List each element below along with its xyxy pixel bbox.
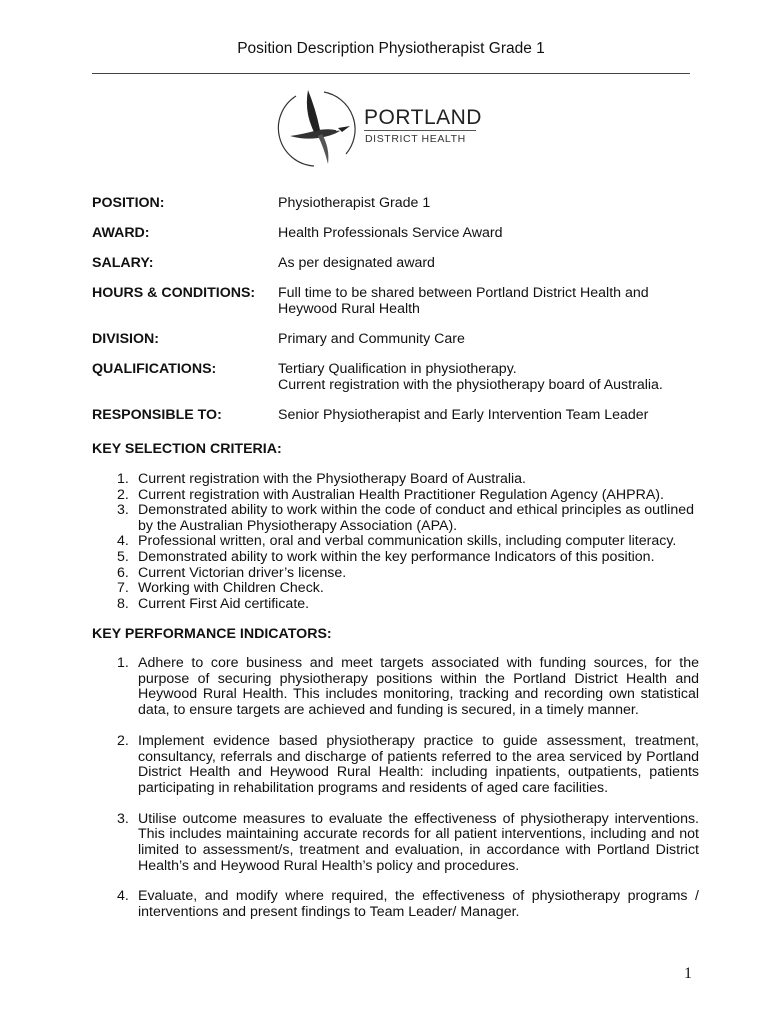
list-item-number: 6. [117,564,129,581]
list-item [92,566,702,582]
list-item [92,812,699,875]
list-item-text: Demonstrated ability to work within the code of conduct and ethical principles as outlined by the Australian Physiotherapy Association (APA). [138,502,694,534]
list-item-text: Adhere to core business and meet targets associated with funding sources, for the purpose of securing physiotherapy positions within the Portland District Health and Heywood Rural Health. This includes monitoring, tracking and recording own statistical data, to ensure targets are achieved and funding is secured, in a timely manner. [138,655,699,719]
list-item [92,581,702,597]
list-item [92,889,699,920]
field-value-line: Full time to be shared between Portland District Health and [278,285,649,301]
field-value-line: As per designated award [278,255,435,271]
page-title: Position Description Physiotherapist Grade 1 [237,40,545,57]
list-item [92,597,702,613]
logo-name-primary: PORTLAND [364,106,482,129]
field-row-division [92,331,692,347]
list-item-text: Evaluate, and modify where required, the effectiveness of physiotherapy programs / interventions and present findings to Team Leader/ Manager. [138,888,699,921]
field-value-line: Primary and Community Care [278,331,465,347]
key-performance-indicators-heading: KEY PERFORMANCE INDICATORS: [92,626,332,642]
field-value [278,225,692,241]
field-value-line: Physiotherapist Grade 1 [278,195,431,211]
field-row-position [92,195,692,211]
field-label: DIVISION: [92,331,160,347]
field-row-hours-conditions [92,285,692,317]
field-label: AWARD: [92,225,150,241]
list-item-number: 1. [117,471,129,487]
list-item-text: Working with Children Check. [138,580,324,597]
list-item-number: 7. [117,580,129,597]
list-item [92,472,702,488]
key-selection-criteria-list [92,472,702,612]
list-item-number: 8. [117,595,129,612]
list-item-text: Current registration with the Physiotherapy Board of Australia. [138,471,526,487]
list-item-number: 3. [117,502,129,519]
list-item [92,656,699,719]
list-item-text: Implement evidence based physiotherapy practice to guide assessment, treatment, consultancy, referrals and discharge of patients referred to the area serviced by Portland District Health and Heywood Rural Health: including inpatients, outpatients, patients participating in rehabilitation programs and residents of aged care facilities. [138,732,699,796]
field-value-line: Current registration with the physiotherapy board of Australia. [278,377,663,393]
field-row-award [92,225,692,241]
list-item-number: 5. [117,548,129,565]
list-item-number: 2. [117,732,129,749]
field-label: QUALIFICATIONS: [92,361,217,377]
list-item [92,488,702,504]
list-item-text: Current Victorian driver’s license. [138,564,347,581]
field-row-salary [92,255,692,271]
position-details [92,195,692,437]
field-value-line: Heywood Rural Health [278,301,420,317]
list-item-text: Professional written, oral and verbal communication skills, including computer literacy. [138,533,677,550]
list-item [92,734,699,797]
list-item-text: Current registration with Australian Health Practitioner Regulation Agency (AHPRA). [138,486,664,503]
list-item [92,550,702,566]
field-value-line: Senior Physiotherapist and Early Intervention Team Leader [278,407,649,423]
field-value-line: Health Professionals Service Award [278,225,503,241]
page-number: 1 [684,965,692,982]
key-selection-criteria-heading: KEY SELECTION CRITERIA: [92,441,282,457]
header-divider [92,73,690,74]
list-item-number: 4. [117,533,129,550]
field-value [278,195,692,211]
seabird-emblem-icon [274,84,360,170]
logo-divider [364,130,476,131]
field-value [278,285,692,317]
field-value-line: Tertiary Qualification in physiotherapy. [278,361,517,377]
field-label: POSITION: [92,195,165,211]
logo-name-secondary: DISTRICT HEALTH [365,133,466,145]
field-label: SALARY: [92,255,154,271]
list-item [92,534,702,550]
key-performance-indicators-list [92,656,699,936]
field-label: HOURS & CONDITIONS: [92,285,256,301]
field-row-responsible-to [92,407,692,423]
field-value [278,331,692,347]
list-item-number: 1. [117,655,129,671]
list-item-number: 4. [117,888,129,905]
field-label: RESPONSIBLE TO: [92,407,222,423]
list-item-text: Utilise outcome measures to evaluate the effectiveness of physiotherapy interventions. This includes maintaining accurate records for all patient interventions, including and not limited to assessment/s, treatment and evaluation, in accordance with Portland District Health’s and Heywood Rural Health’s policy and procedures. [138,810,699,874]
field-value [278,407,692,423]
list-item-text: Demonstrated ability to work within the key performance Indicators of this position. [138,548,655,565]
organization-logo [274,84,484,170]
list-item-number: 2. [117,486,129,503]
list-item-number: 3. [117,810,129,827]
field-value [278,255,692,271]
list-item-text: Current First Aid certificate. [138,595,310,612]
field-row-qualifications [92,361,692,393]
list-item [92,503,702,534]
field-value [278,361,692,393]
